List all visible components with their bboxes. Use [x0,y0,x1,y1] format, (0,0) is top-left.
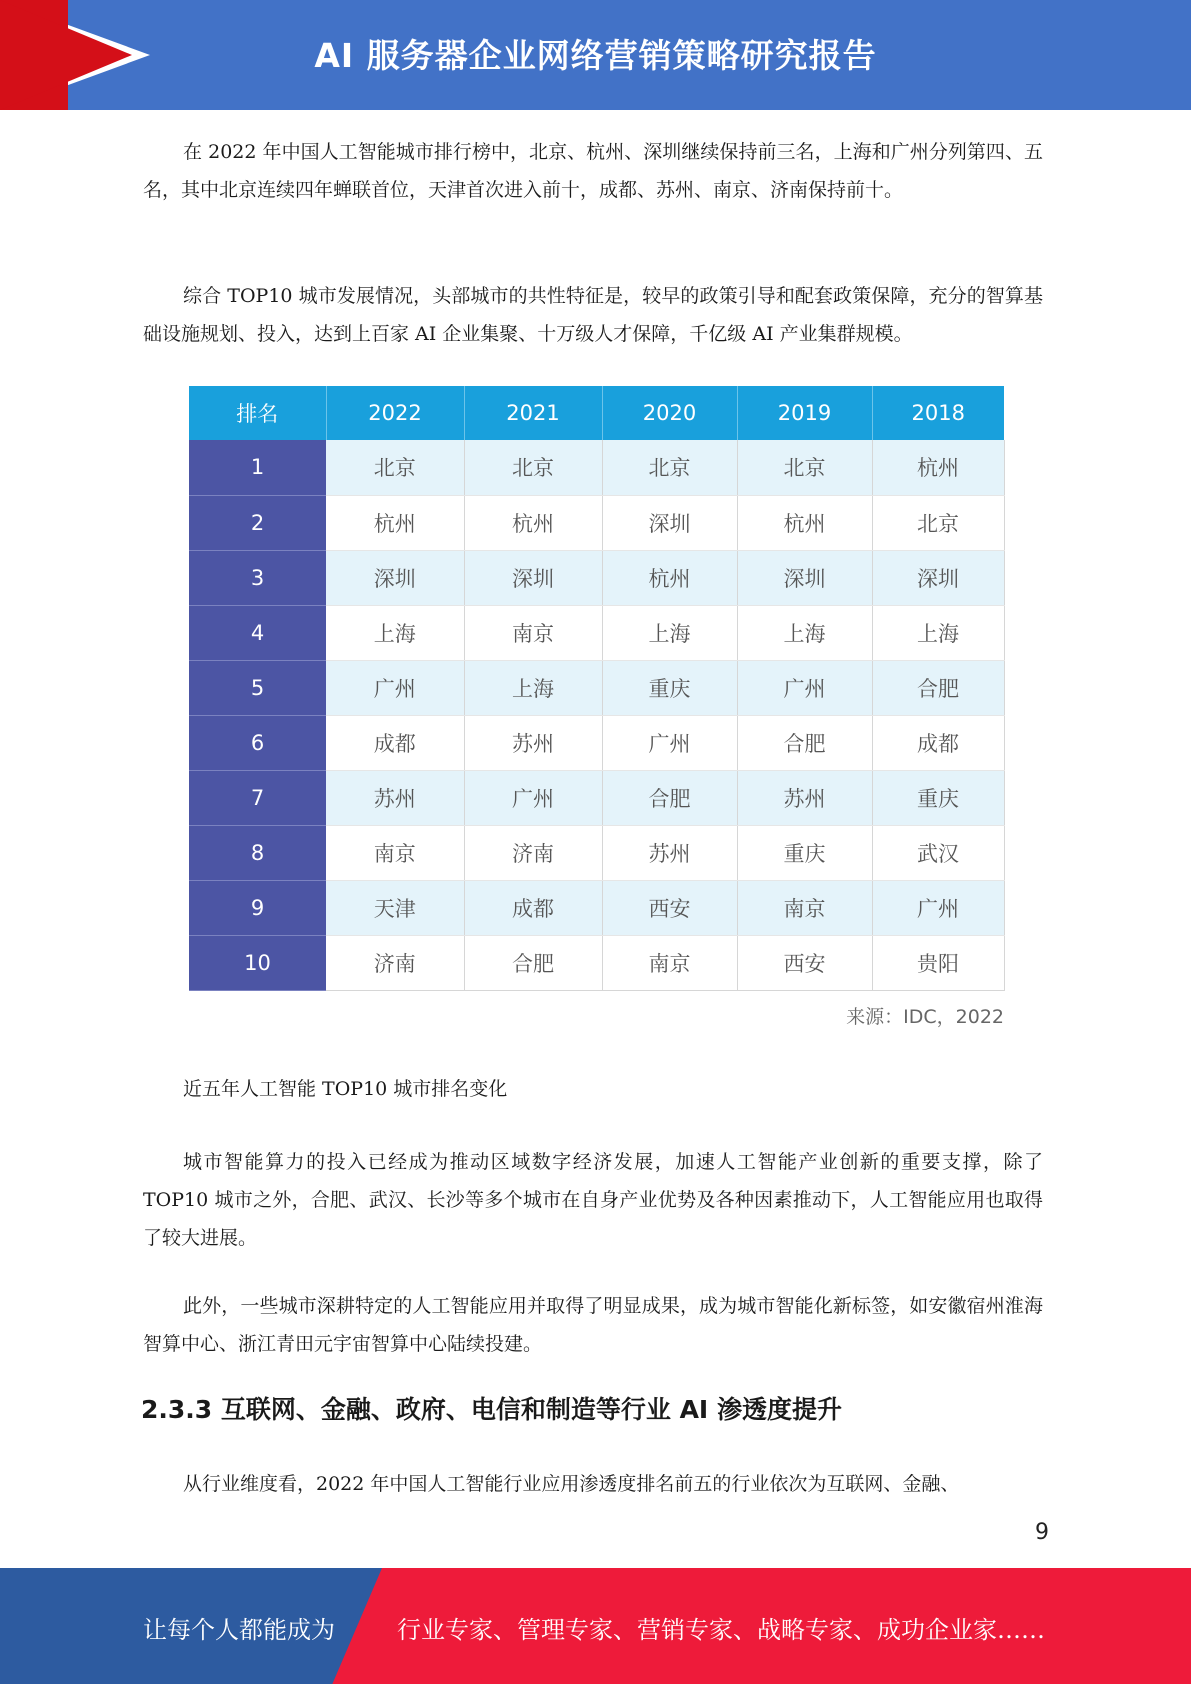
city-cell: 上海 [602,605,737,660]
city-cell: 北京 [737,440,872,495]
header-year-2022: 2022 [326,386,464,440]
table-row [189,770,1004,825]
city-cell: 杭州 [326,495,464,550]
table-row [189,660,1004,715]
table-row [189,605,1004,660]
header-year-2019: 2019 [737,386,872,440]
city-cell: 南京 [326,825,464,880]
city-cell: 苏州 [326,770,464,825]
rank-cell: 9 [189,880,326,935]
city-cell: 深圳 [872,550,1004,605]
city-cell: 深圳 [464,550,602,605]
paragraph-special-applications: 此外，一些城市深耕特定的人工智能应用并取得了明显成果，成为城市智能化新标签，如安徽宿州淮海智算中心、浙江青田元宇宙智算中心陆续投建。 [143,1295,1043,1355]
city-cell: 杭州 [872,440,1004,495]
rank-cell: 4 [189,605,326,660]
city-cell: 南京 [602,935,737,990]
rank-cell: 2 [189,495,326,550]
paragraph-computing-power: 城市智能算力的投入已经成为推动区域数字经济发展，加速人工智能产业创新的重要支撑，除了 TOP10 城市之外，合肥、武汉、长沙等多个城市在自身产业优势及各种因素推动下，人工智能应用也取得了较大进展。 [143,1151,1043,1249]
header-year-2020: 2020 [602,386,737,440]
table-source: 来源：IDC，2022 [846,1006,1004,1028]
city-cell: 南京 [464,605,602,660]
city-cell: 广州 [872,880,1004,935]
city-cell: 成都 [872,715,1004,770]
city-cell: 合肥 [872,660,1004,715]
city-cell: 成都 [326,715,464,770]
rank-cell: 3 [189,550,326,605]
table-row [189,880,1004,935]
header-rank: 排名 [189,386,326,440]
city-cell: 广州 [464,770,602,825]
city-cell: 济南 [464,825,602,880]
footer-slogan-left: 让每个人都能成为 [143,1616,335,1644]
city-cell: 合肥 [464,935,602,990]
city-cell: 上海 [872,605,1004,660]
city-cell: 合肥 [602,770,737,825]
city-cell: 北京 [872,495,1004,550]
city-cell: 武汉 [872,825,1004,880]
city-cell: 成都 [464,880,602,935]
rank-cell: 1 [189,440,326,495]
city-cell: 西安 [602,880,737,935]
city-cell: 苏州 [737,770,872,825]
city-cell: 广州 [602,715,737,770]
page-footer [0,1568,1191,1684]
city-cell: 北京 [464,440,602,495]
city-cell: 杭州 [602,550,737,605]
report-title: AI 服务器企业网络营销策略研究报告 [314,36,877,75]
city-cell: 重庆 [737,825,872,880]
paragraph-industry-penetration: 从行业维度看，2022 年中国人工智能行业应用渗透度排名前五的行业依次为互联网、金融、 [183,1473,960,1495]
city-cell: 合肥 [737,715,872,770]
city-cell: 西安 [737,935,872,990]
city-cell: 上海 [464,660,602,715]
table-row [189,550,1004,605]
table-header-row [189,386,1004,440]
city-cell: 深圳 [602,495,737,550]
city-cell: 深圳 [737,550,872,605]
table-row [189,825,1004,880]
table-row [189,715,1004,770]
city-cell: 上海 [326,605,464,660]
city-cell: 深圳 [326,550,464,605]
paragraph-city-ranking: 在 2022 年中国人工智能城市排行榜中，北京、杭州、深圳继续保持前三名，上海和广州分列第四、五名，其中北京连续四年蝉联首位，天津首次进入前十，成都、苏州、南京、济南保持前十。 [143,141,1043,201]
city-cell: 贵阳 [872,935,1004,990]
rank-cell: 7 [189,770,326,825]
city-cell: 广州 [737,660,872,715]
rank-cell: 8 [189,825,326,880]
table-row [189,440,1004,495]
city-cell: 北京 [326,440,464,495]
rank-cell: 6 [189,715,326,770]
header-year-2021: 2021 [464,386,602,440]
city-cell: 天津 [326,880,464,935]
city-ranking-table [189,386,1005,991]
section-heading: 2.3.3 互联网、金融、政府、电信和制造等行业 AI 渗透度提升 [141,1395,842,1424]
table-row [189,495,1004,550]
city-cell: 广州 [326,660,464,715]
city-cell: 北京 [602,440,737,495]
city-cell: 杭州 [737,495,872,550]
rank-cell: 10 [189,935,326,990]
city-cell: 济南 [326,935,464,990]
table-row [189,935,1004,990]
city-cell: 杭州 [464,495,602,550]
city-cell: 苏州 [464,715,602,770]
page-number: 9 [1035,1520,1049,1545]
city-cell: 重庆 [872,770,1004,825]
page-header [0,0,1191,110]
city-cell: 上海 [737,605,872,660]
city-cell: 重庆 [602,660,737,715]
city-cell: 南京 [737,880,872,935]
paragraph-top10-features: 综合 TOP10 城市发展情况，头部城市的共性特征是，较早的政策引导和配套政策保障，充分的智算基础设施规划、投入，达到上百家 AI 企业集聚、十万级人才保障，千亿级 AI 产业集群规模。 [143,285,1043,345]
footer-slogan-right: 行业专家、管理专家、营销专家、战略专家、成功企业家…… [397,1616,1045,1644]
table-caption: 近五年人工智能 TOP10 城市排名变化 [183,1078,508,1100]
header-year-2018: 2018 [872,386,1004,440]
rank-cell: 5 [189,660,326,715]
city-cell: 苏州 [602,825,737,880]
